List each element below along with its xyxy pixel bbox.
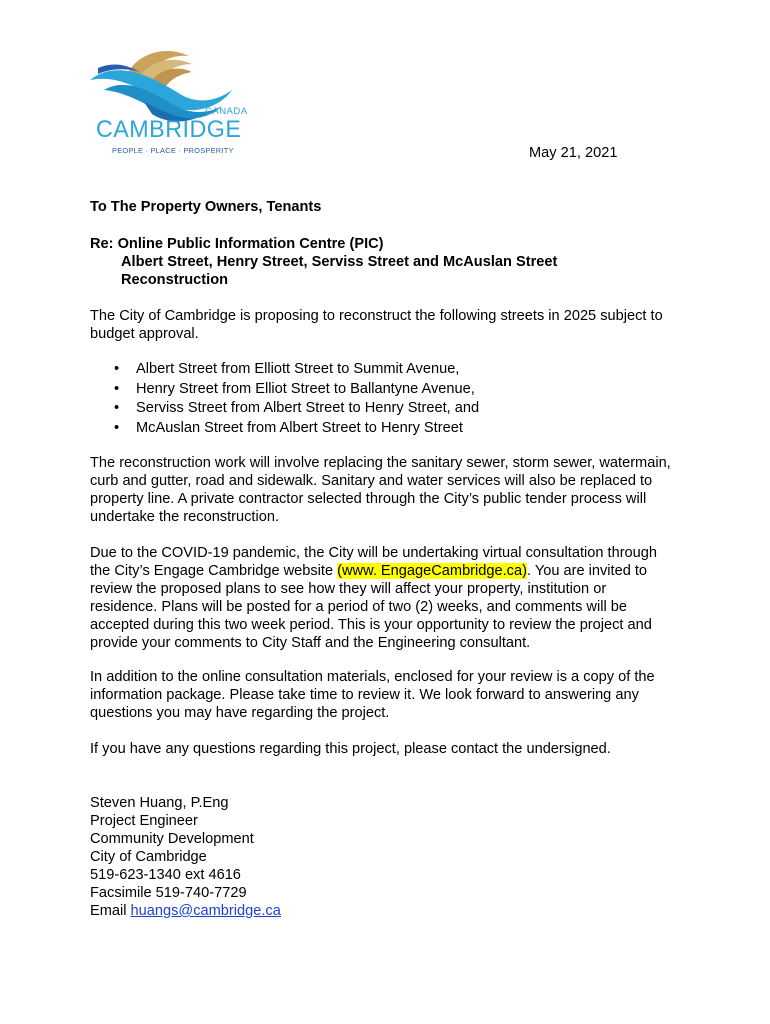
- contact-paragraph: If you have any questions regarding this project, please contact the undersigned.: [90, 741, 611, 757]
- covid-text-before: Due to the COVID-19 pandemic, the City will be undertaking virtual consultation through the City’s Engage Cambridge website: [90, 545, 658, 579]
- bullet-icon: •: [114, 361, 120, 377]
- street-item-label: McAuslan Street from Albert Street to Henry Street: [136, 419, 463, 436]
- bullet-icon: •: [114, 380, 120, 397]
- engage-website-link[interactable]: (www. EngageCambridge.ca): [337, 563, 527, 579]
- signer-fax: Facsimile 519-740-7729: [90, 885, 247, 901]
- salutation: To The Property Owners, Tenants: [90, 199, 322, 215]
- street-list: [90, 360, 479, 438]
- street-item-label: Serviss Street from Albert Street to Henry Street, and: [136, 400, 480, 416]
- city-logo: [84, 44, 248, 159]
- letter-date: May 21, 2021: [529, 145, 618, 161]
- list-item: [90, 419, 479, 439]
- package-paragraph: In addition to the online consultation materials, enclosed for your review is a copy of the information package. Please take time to review it. We look forward to answering any questions you may have regarding the project.: [90, 669, 655, 721]
- list-item: [90, 380, 479, 400]
- signer-city: City of Cambridge: [90, 849, 207, 865]
- street-item-label: Henry Street from Elliot Street to Ballantyne Avenue,: [136, 380, 475, 397]
- logo-tagline: PEOPLE · PLACE · PROSPERITY: [112, 146, 234, 155]
- bullet-icon: •: [114, 419, 120, 436]
- intro-paragraph: The City of Cambridge is proposing to reconstruct the following streets in 2025 subject to budget approval.: [90, 308, 663, 342]
- signer-department: Community Development: [90, 831, 254, 847]
- signer-email-line: [90, 902, 281, 920]
- subject-block: [90, 235, 672, 289]
- subject-title: Online Public Information Centre (PIC): [117, 236, 384, 252]
- subject-line-2: Albert Street, Henry Street, Serviss Street and McAuslan Street: [121, 254, 558, 270]
- logo-country: CANADA: [205, 106, 248, 117]
- signature-block: [90, 794, 281, 920]
- list-item: [90, 399, 479, 419]
- subject-label: Re:: [90, 236, 114, 252]
- signer-title: Project Engineer: [90, 813, 198, 829]
- covid-text-after: . You are invited to review the proposed plans to see how they will affect your property, institution or residence. Plans will be posted for a period of two (2) weeks, and comments will be accepted during this two week period. This is your opportunity to review the project and provide your comments to City Staff and the Engineering consultant.: [90, 563, 652, 651]
- email-link[interactable]: huangs@cambridge.ca: [130, 903, 281, 919]
- logo-name: CAMBRIDGE: [96, 116, 242, 143]
- covid-paragraph: [90, 544, 672, 652]
- list-item: [90, 360, 479, 380]
- work-paragraph: The reconstruction work will involve replacing the sanitary sewer, storm sewer, watermain, curb and gutter, road and sidewalk. Sanitary and water services will also be replaced to property line. A private contractor selected through the City’s public tender process will undertake the reconstruction.: [90, 455, 671, 525]
- street-item-label: Albert Street from Elliott Street to Summit Avenue,: [136, 361, 460, 377]
- subject-line-1: [90, 235, 672, 253]
- signer-name: Steven Huang, P.Eng: [90, 795, 229, 811]
- subject-line-3: Reconstruction: [121, 272, 229, 288]
- email-label: Email: [90, 903, 131, 919]
- bullet-icon: •: [114, 400, 120, 416]
- signer-phone: 519-623-1340 ext 4616: [90, 867, 241, 883]
